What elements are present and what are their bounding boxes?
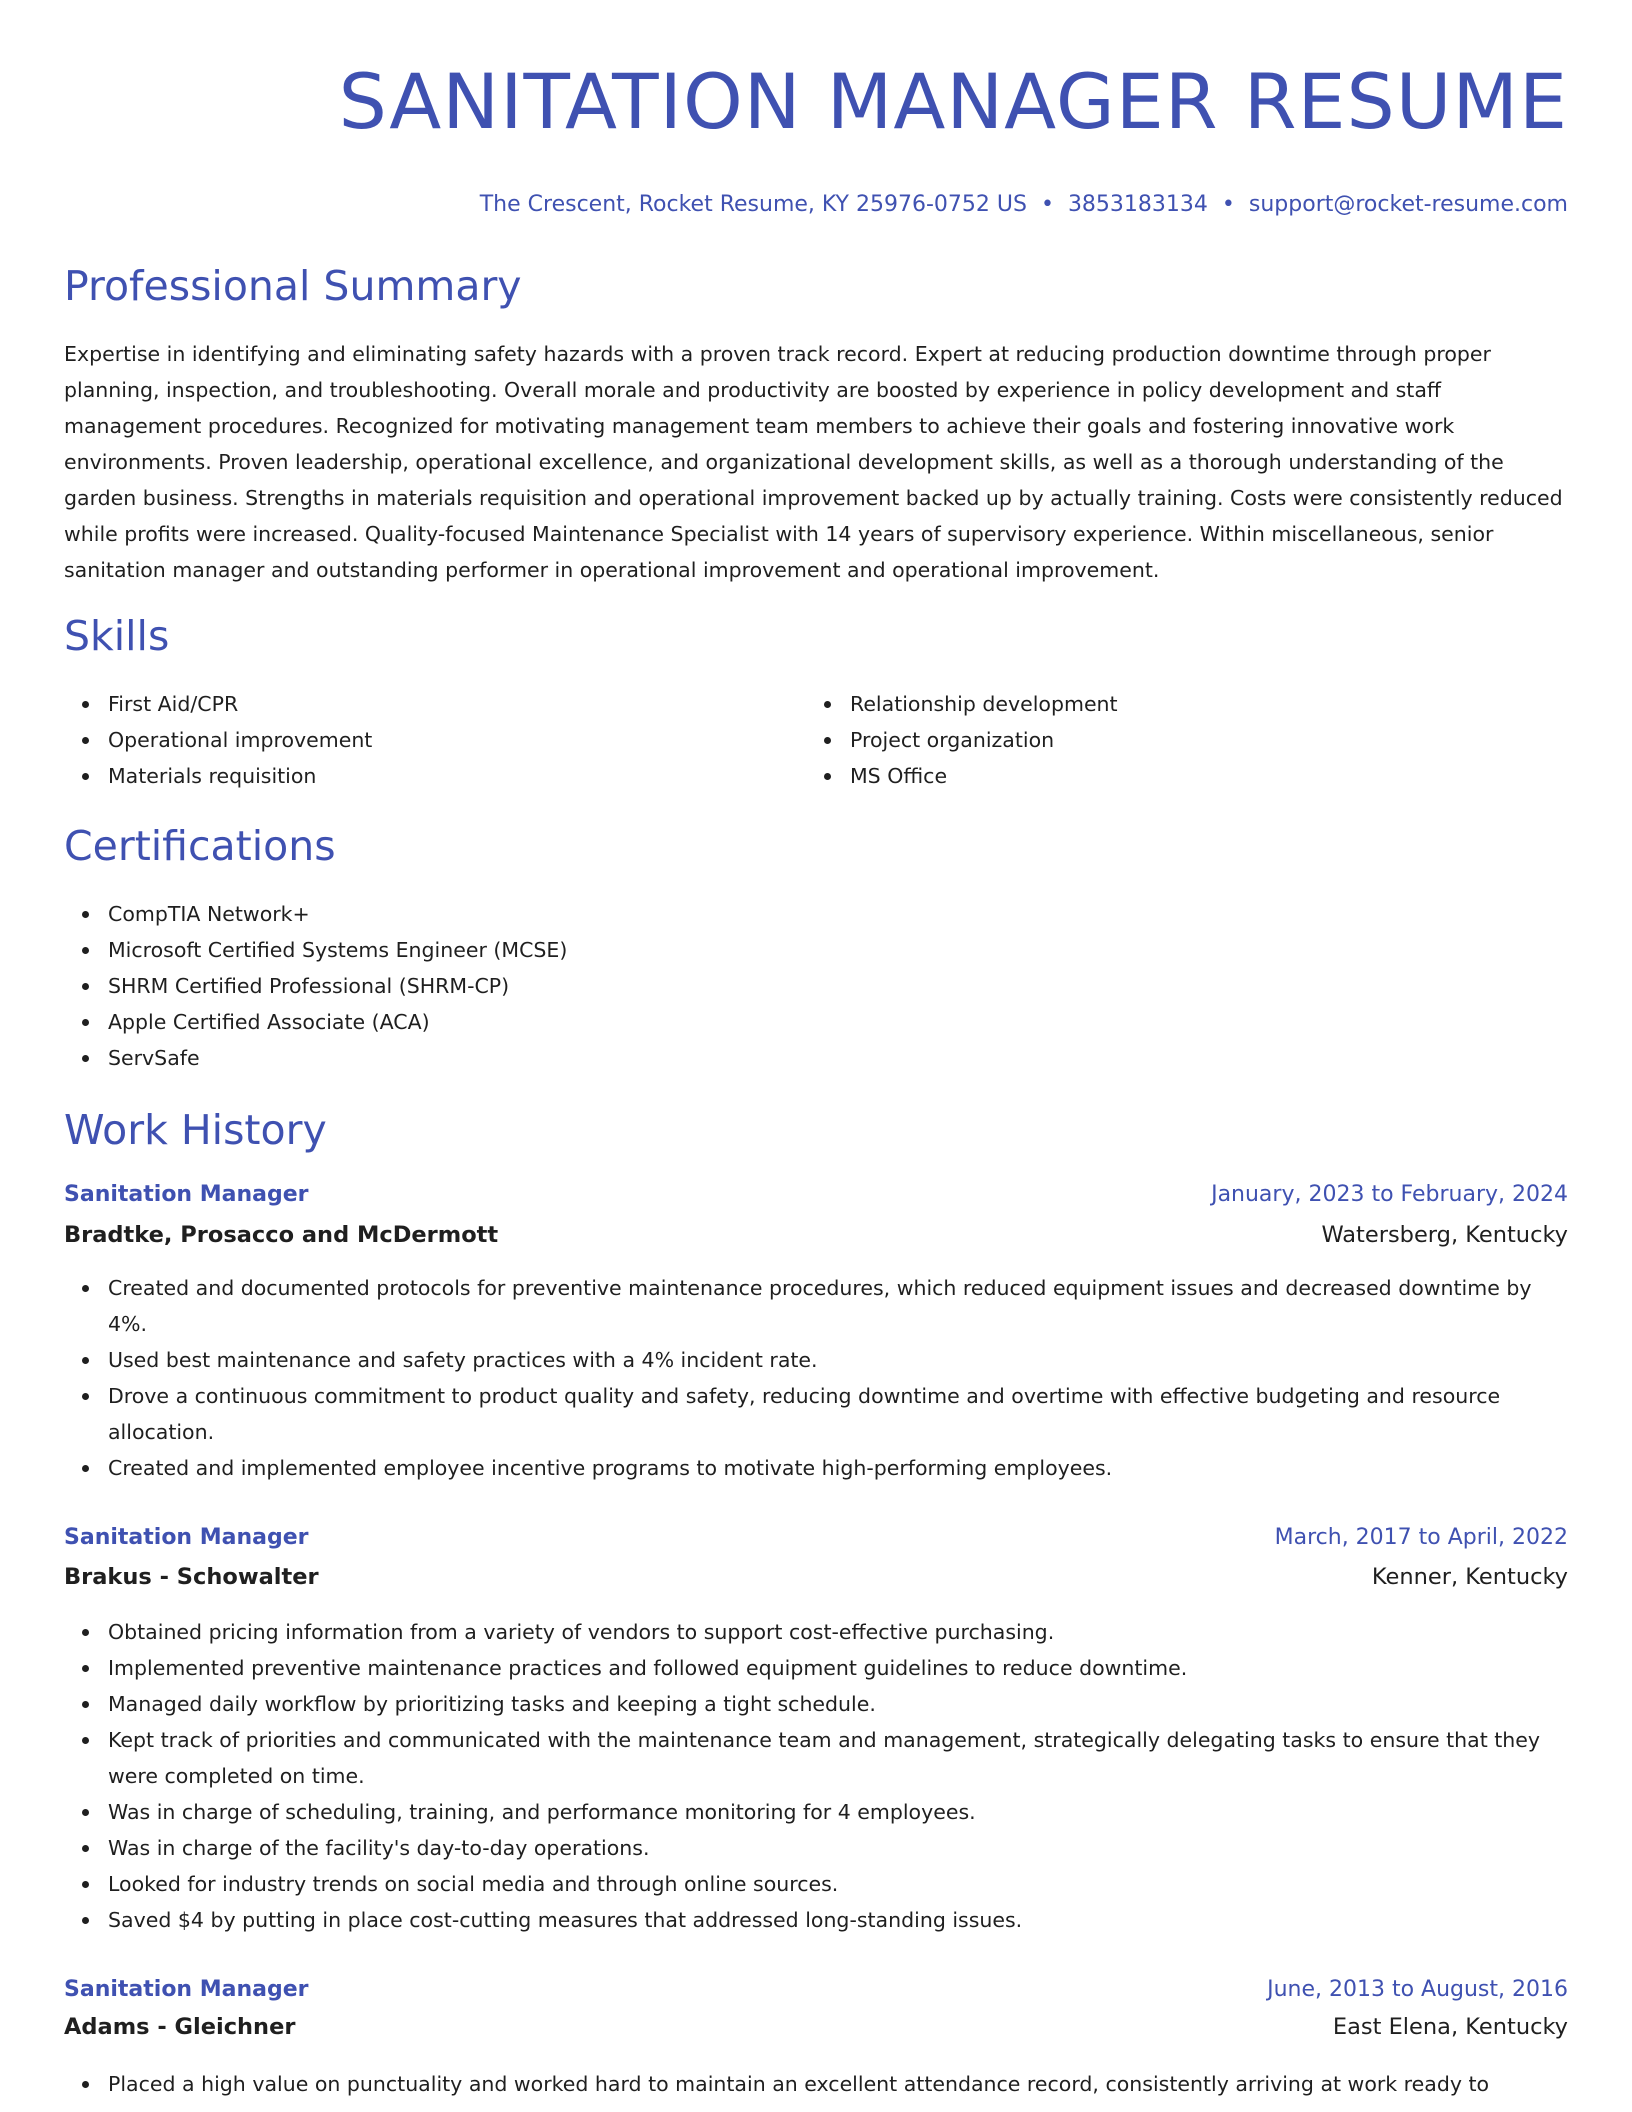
skills-list-left bbox=[64, 686, 764, 794]
job-company: Adams - Gleichner bbox=[64, 2014, 296, 2040]
job-title-row bbox=[64, 1973, 1568, 2007]
job-bullets bbox=[64, 1614, 1568, 1938]
contact-address: The Crescent, Rocket Resume, KY 25976-0752 US bbox=[479, 192, 1027, 217]
job-bullet: Was in charge of scheduling, training, and performance monitoring for 4 employees. bbox=[64, 1794, 1568, 1830]
skill-item: Operational improvement bbox=[64, 722, 764, 758]
job-dates: June, 2013 to August, 2016 bbox=[1267, 1977, 1568, 2002]
job-bullet: Managed daily workflow by prioritizing tasks and keeping a tight schedule. bbox=[64, 1686, 1568, 1722]
contact-line bbox=[64, 190, 1568, 220]
skill-item: First Aid/CPR bbox=[64, 686, 764, 722]
skill-item: Relationship development bbox=[806, 686, 1506, 722]
job-bullets bbox=[64, 1270, 1568, 1486]
certifications-list bbox=[64, 896, 1064, 1076]
job-bullet: Looked for industry trends on social media and through online sources. bbox=[64, 1866, 1568, 1902]
job-location: Kenner, Kentucky bbox=[1371, 1564, 1568, 1590]
job-company-row bbox=[64, 1218, 1568, 1252]
job-company-row bbox=[64, 2010, 1568, 2044]
skills-heading: Skills bbox=[64, 612, 170, 660]
contact-separator: • bbox=[1221, 192, 1235, 217]
summary-text: Expertise in identifying and eliminating safety hazards with a proven track record. Expert at reducing production downtime through proper planning, inspection, and troubleshooting. Overall morale and productivity are boosted by experience in policy development and staff management procedures. Recognized for motivating management team members to achieve their goals and fostering innovative work environments. Proven leadership, operational excellence, and organizational development skills, as well as a thorough understanding of the garden business. Strengths in materials requisition and operational improvement backed up by actually training. Costs were consistently reduced while profits were increased. Quality-focused Maintenance Specialist with 14 years of supervisory experience. Within miscellaneous, senior sanitation manager and outstanding performer in operational improvement and operational improvement. bbox=[64, 342, 1563, 582]
job-bullet: Created and implemented employee incentive programs to motivate high-performing employees. bbox=[64, 1450, 1568, 1486]
contact-email[interactable]: support@rocket-resume.com bbox=[1248, 192, 1568, 217]
job-dates: January, 2023 to February, 2024 bbox=[1211, 1182, 1568, 1207]
job-title-row bbox=[64, 1178, 1568, 1212]
job-bullet: Implemented preventive maintenance practices and followed equipment guidelines to reduce downtime. bbox=[64, 1650, 1568, 1686]
job-bullet: Used best maintenance and safety practices with a 4% incident rate. bbox=[64, 1342, 1568, 1378]
contact-separator: • bbox=[1040, 192, 1054, 217]
skill-item: MS Office bbox=[806, 758, 1506, 794]
resume-title: SANITATION MANAGER RESUME bbox=[338, 57, 1568, 146]
certification-item: Microsoft Certified Systems Engineer (MCSE) bbox=[64, 932, 1064, 968]
certification-item: SHRM Certified Professional (SHRM-CP) bbox=[64, 968, 1064, 1004]
job-company: Bradtke, Prosacco and McDermott bbox=[64, 1222, 499, 1248]
job-bullet: Kept track of priorities and communicated with the maintenance team and management, strategically delegating tasks to ensure that they were completed on time. bbox=[64, 1722, 1568, 1794]
work-history-heading: Work History bbox=[64, 1106, 327, 1154]
job-title: Sanitation Manager bbox=[64, 1977, 309, 2002]
summary-heading: Professional Summary bbox=[64, 262, 522, 310]
job-bullet: Was in charge of the facility's day-to-day operations. bbox=[64, 1830, 1568, 1866]
certification-item: Apple Certified Associate (ACA) bbox=[64, 1004, 1064, 1040]
job-bullet: Drove a continuous commitment to product quality and safety, reducing downtime and overtime with effective budgeting and resource allocation. bbox=[64, 1378, 1568, 1450]
skill-item: Project organization bbox=[806, 722, 1506, 758]
job-bullet: Placed a high value on punctuality and worked hard to maintain an excellent attendance record, consistently arriving at work ready to bbox=[64, 2066, 1568, 2102]
contact-phone: 3853183134 bbox=[1067, 192, 1208, 217]
job-title: Sanitation Manager bbox=[64, 1525, 309, 1550]
job-location: East Elena, Kentucky bbox=[1332, 2014, 1568, 2040]
certifications-heading: Certifications bbox=[64, 822, 336, 870]
job-title: Sanitation Manager bbox=[64, 1182, 309, 1207]
job-location: Watersberg, Kentucky bbox=[1321, 1222, 1568, 1248]
job-bullet: Saved $4 by putting in place cost-cutting measures that addressed long-standing issues. bbox=[64, 1902, 1568, 1938]
job-company: Brakus - Schowalter bbox=[64, 1564, 319, 1590]
certification-item: CompTIA Network+ bbox=[64, 896, 1064, 932]
skill-item: Materials requisition bbox=[64, 758, 764, 794]
certification-item: ServSafe bbox=[64, 1040, 1064, 1076]
job-dates: March, 2017 to April, 2022 bbox=[1274, 1525, 1568, 1550]
job-bullet: Obtained pricing information from a variety of vendors to support cost-effective purchasing. bbox=[64, 1614, 1568, 1650]
job-bullet: Created and documented protocols for preventive maintenance procedures, which reduced equipment issues and decreased downtime by 4%. bbox=[64, 1270, 1568, 1342]
skills-list-right bbox=[806, 686, 1506, 794]
job-company-row bbox=[64, 1560, 1568, 1594]
resume-page bbox=[64, 0, 1568, 2096]
job-title-row bbox=[64, 1521, 1568, 1555]
job-bullets bbox=[64, 2066, 1568, 2102]
